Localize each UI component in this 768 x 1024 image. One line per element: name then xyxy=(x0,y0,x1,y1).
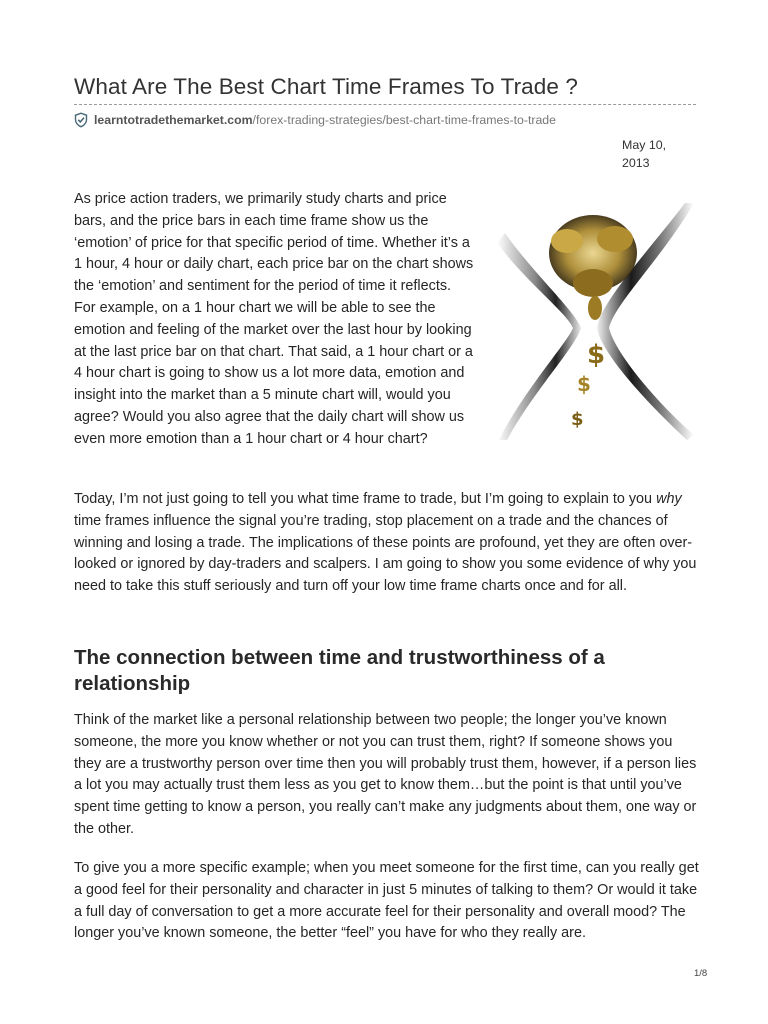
source-path[interactable]: /forex-trading-strategies/best-chart-time-frames-to-trade xyxy=(252,113,556,127)
source-url[interactable] xyxy=(74,111,556,129)
page-number: 1/8 xyxy=(694,968,708,979)
paragraph-overview xyxy=(74,489,699,598)
section-heading: The connection between time and trustworthiness of a relationship xyxy=(74,646,605,695)
paragraph-overview-part-2: time frames influence the signal you’re trading, stop placement on a trade and the chances of winning and losing a trade. The implications of these points are profound, yet they are often over-looked or ignored by day-traders and scalpers. I am going to show you some evidence of why you need to take this stuff seriously and turn off your low time frame charts once and for all. xyxy=(74,512,697,595)
paragraph-overview-emphasis: why xyxy=(656,491,682,507)
paragraph-relationship: Think of the market like a personal relationship between two people; the longer you’ve known someone, the more you know whether or not you can trust them, right? If someone shows you they are a trustworthy person over time then you will probably trust them, however, if a person lies a lot you may actually trust them less as you get to know them…but the point is that until you’ve spent time getting to know a person, you really can’t make any judgments about them, one way or the other. xyxy=(74,712,697,837)
source-domain[interactable]: learntotradethemarket.com xyxy=(94,113,253,127)
paragraph-intro: As price action traders, we primarily study charts and price bars, and the price bars in each time frame show us the ‘emotion’ of price for that specific period of time. Whether it’s a 1 hour, 4 hour or daily chart, each price bar on the chart shows the ‘emotion’ and sentiment for the period of time it reflects. For example, on a 1 hour chart we will be able to see the emotion and feeling of the market over the last hour by looking at the last price bar on that chart. That said, a 1 hour chart or a 4 hour chart is going to show us a lot more data, emotion and insight into the market than a 5 minute chart will, would you agree? Would you also agree that the daily chart will show us even more emotion than a 1 hour chart or 4 hour chart? xyxy=(74,191,474,447)
publish-date: May 10, 2013 xyxy=(622,138,667,170)
svg-text:$: $ xyxy=(587,340,606,370)
svg-text:$: $ xyxy=(571,409,584,430)
hourglass-dollar-image xyxy=(497,203,694,440)
paragraph-overview-part-1: Today, I’m not just going to tell you what time frame to trade, but I’m going to explain to you xyxy=(74,491,657,507)
svg-text:$: $ xyxy=(577,372,591,396)
paragraph-example: To give you a more specific example; when you meet someone for the first time, can you really get a good feel for their personality and character in just 5 minutes of talking to them? Or would it take a full day of conversation to get a more accurate feel for their personality and overall mood? The longer you’ve known someone, the better “feel” you have for who they really are. xyxy=(74,860,699,942)
shield-icon xyxy=(74,112,88,128)
title-divider xyxy=(74,104,696,105)
page-title: What Are The Best Chart Time Frames To Trade ? xyxy=(74,74,578,99)
